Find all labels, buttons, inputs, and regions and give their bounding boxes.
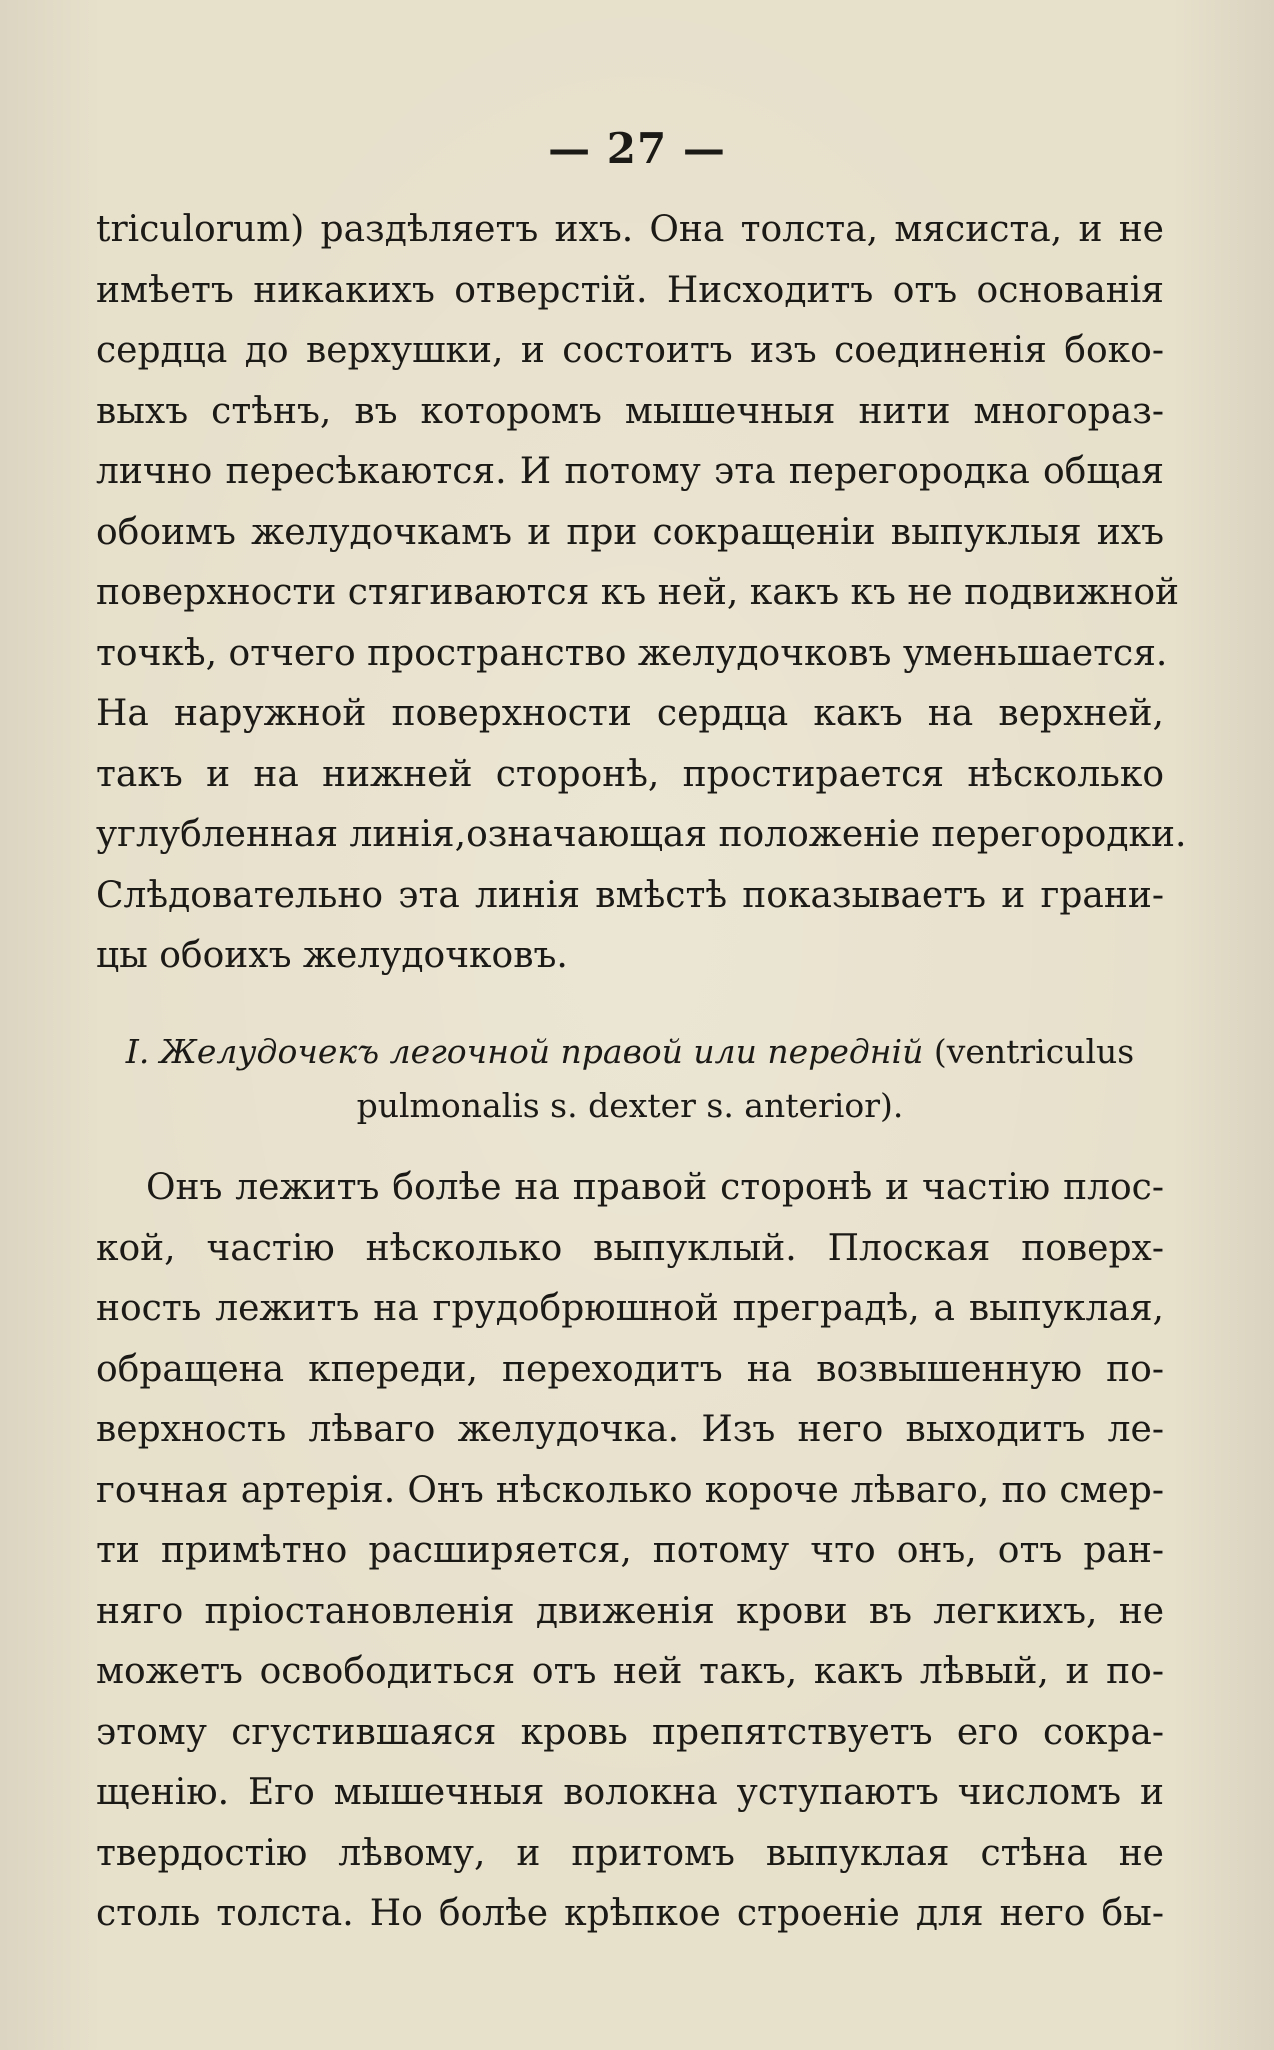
text-line: На наружной поверхности сердца какъ на верхней, — [96, 693, 1164, 734]
text-line: имѣетъ никакихъ отверстій. Нисходитъ отъ основанія — [96, 269, 1164, 311]
paragraph-2 — [96, 1158, 1164, 1945]
text-line: ность лежитъ на грудобрюшной преградѣ, а выпуклая, — [96, 1288, 1164, 1329]
text-line: гочная артерія. Онъ нѣсколько короче лѣваго, по смер- — [96, 1469, 1164, 1511]
text-line: ти примѣтно расширяется, потому что онъ, отъ ран- — [96, 1530, 1164, 1571]
text-line: цы обоихъ желудочковъ. — [96, 935, 568, 976]
section-heading — [96, 1025, 1164, 1133]
text-line: можетъ освободиться отъ ней такъ, какъ лѣвый, и по- — [96, 1651, 1164, 1692]
text-line: няго пріостановленія движенія крови въ легкихъ, не — [96, 1590, 1164, 1632]
text-line: лично пересѣкаются. И потому эта перегородка общая — [96, 451, 1164, 492]
section-heading-line-1 — [96, 1025, 1164, 1079]
text-line: точкѣ, отчего пространство желудочковъ уменьшается. — [96, 632, 1168, 674]
text-line: кой, частію нѣсколько выпуклый. Плоская поверх- — [96, 1227, 1164, 1269]
text-line: сердца до верхушки, и состоитъ изъ соединенія боко- — [96, 330, 1164, 371]
text-line: этому сгустившаяся кровь препятствуетъ его сокра- — [96, 1711, 1164, 1753]
text-line: твердостію лѣвому, и притомъ выпуклая стѣна не — [96, 1832, 1164, 1874]
text-line: поверхности стягиваются къ ней, какъ къ не подвижной — [96, 572, 1180, 613]
page-number: — 27 — — [548, 124, 726, 173]
text-line: обоимъ желудочкамъ и при сокращеніи выпуклыя ихъ — [96, 511, 1164, 553]
section-heading-title: I. Желудочекъ легочной правой или передній — [125, 1032, 924, 1071]
text-line: верхность лѣваго желудочка. Изъ него выходитъ ле- — [96, 1409, 1164, 1450]
paragraph-1 — [96, 200, 1187, 987]
text-line: обращена кпереди, переходитъ на возвышенную по- — [96, 1348, 1164, 1390]
text-line: triculorum) раздѣляетъ ихъ. Она толста, мясиста, и не — [96, 209, 1164, 250]
text-line: такъ и на нижней сторонѣ, простирается нѣсколько — [96, 753, 1164, 795]
text-line: выхъ стѣнъ, въ которомъ мышечныя нити многораз- — [96, 390, 1164, 432]
text-line: Слѣдовательно эта линія вмѣстѣ показываетъ и грани- — [96, 874, 1164, 916]
text-line: столь толста. Но болѣе крѣпкое строеніе для него бы- — [96, 1893, 1164, 1934]
text-line: углубленная линія,означающая положеніе перегородки. — [96, 814, 1187, 855]
text-line: щенію. Его мышечныя волокна уступаютъ числомъ и — [96, 1772, 1164, 1813]
section-heading-line-2: pulmonalis s. dexter s. anterior). — [356, 1086, 904, 1125]
text-line: Онъ лежитъ болѣе на правой сторонѣ и частію плос- — [146, 1167, 1164, 1208]
section-heading-latin: (ventriculus — [933, 1032, 1135, 1071]
